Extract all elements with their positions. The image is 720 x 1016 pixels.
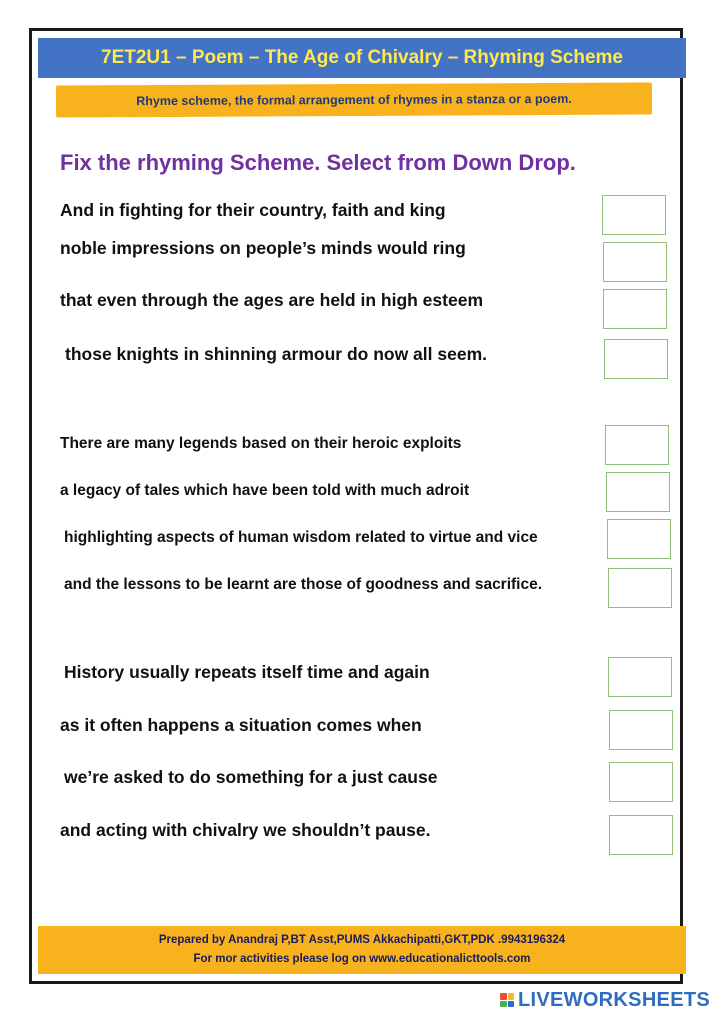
poem-line: and acting with chivalry we shouldn’t pause. — [60, 820, 431, 840]
poem-line: those knights in shinning armour do now all seem. — [65, 344, 487, 364]
rhyme-answer-box[interactable] — [603, 242, 667, 282]
worksheet-title — [38, 38, 686, 78]
poem-line: There are many legends based on their heroic exploits — [60, 435, 462, 452]
poem-line: History usually repeats itself time and again — [64, 662, 430, 682]
poem-line: a legacy of tales which have been told with much adroit — [60, 482, 470, 499]
rhyme-answer-box[interactable] — [604, 339, 668, 379]
website-note: For mor activities please log on www.educationalicttools.com — [193, 953, 531, 965]
rhyme-answer-box[interactable] — [609, 762, 673, 802]
rhyme-answer-box[interactable] — [606, 472, 670, 512]
poem-line: highlighting aspects of human wisdom related to virtue and vice — [64, 529, 538, 546]
definition-banner — [56, 82, 652, 117]
rhyme-answer-box[interactable] — [607, 519, 671, 559]
author-footer — [38, 926, 686, 974]
poem-line: we’re asked to do something for a just cause — [64, 767, 438, 787]
rhyme-answer-box[interactable] — [605, 425, 669, 465]
poem-line: that even through the ages are held in high esteem — [60, 290, 483, 310]
poem-line: and the lessons to be learnt are those of goodness and sacrifice. — [64, 576, 543, 593]
poem-line: noble impressions on people’s minds would ring — [60, 238, 466, 258]
rhyme-answer-box[interactable] — [602, 195, 666, 235]
rhyme-answer-box[interactable] — [608, 657, 672, 697]
liveworksheets-logo-icon — [500, 993, 514, 1007]
liveworksheets-logo[interactable] — [500, 988, 710, 1012]
rhyme-answer-box[interactable] — [608, 568, 672, 608]
rhyme-answer-box[interactable] — [609, 815, 673, 855]
poem-line: And in fighting for their country, faith and king — [60, 200, 446, 220]
rhyme-answer-box[interactable] — [609, 710, 673, 750]
poem-line: as it often happens a situation comes when — [60, 715, 422, 735]
worksheet-title-text: 7ET2U1 – Poem – The Age of Chivalry – Rhyming Scheme — [101, 47, 623, 68]
definition-text: Rhyme scheme, the formal arrangement of rhymes in a stanza or a poem. — [136, 91, 572, 109]
instruction-heading: Fix the rhyming Scheme. Select from Down Drop. — [60, 150, 576, 175]
liveworksheets-logo-text: LIVEWORKSHEETS — [518, 988, 710, 1011]
author-credit: Prepared by Anandraj P,BT Asst,PUMS Akkachipatti,GKT,PDK .9943196324 — [158, 934, 566, 947]
rhyme-answer-box[interactable] — [603, 289, 667, 329]
